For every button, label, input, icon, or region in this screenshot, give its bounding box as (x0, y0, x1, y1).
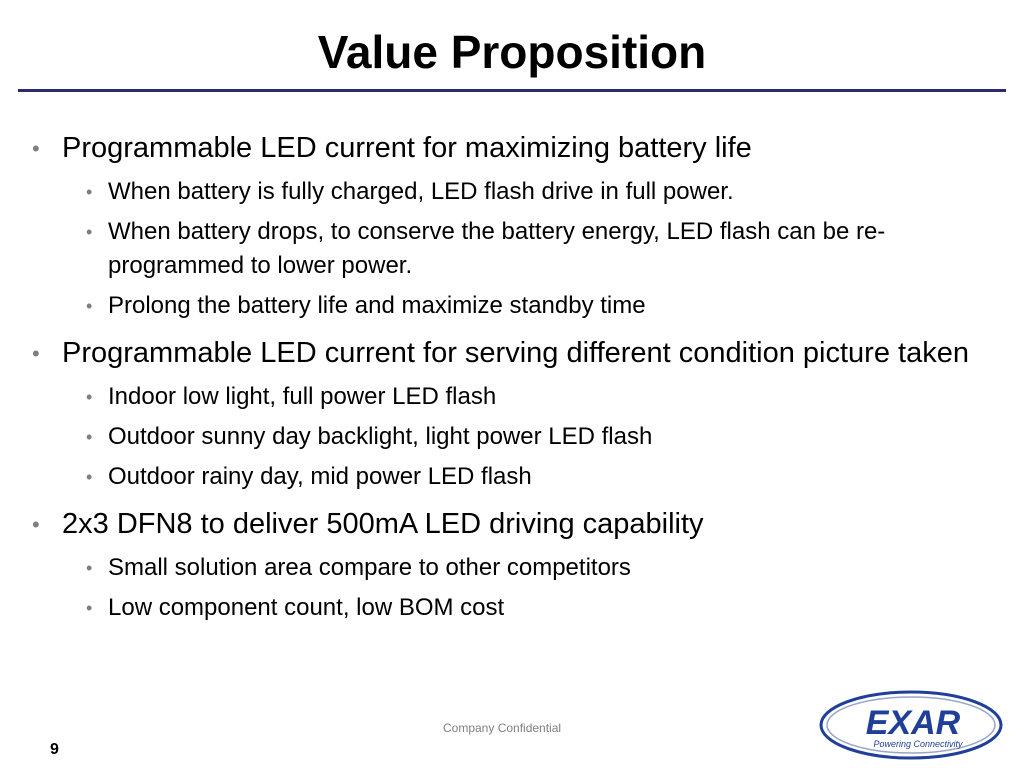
bullet-level2 (30, 420, 1005, 454)
bullet-level2 (30, 175, 1005, 209)
bullet-text: Low component count, low BOM cost (108, 594, 505, 621)
bullet-text: Outdoor sunny day backlight, light power LED flash (108, 423, 653, 450)
bullet-dot-icon: • (86, 182, 93, 202)
logo-wordmark: EXAR (865, 704, 961, 742)
bullet-dot-icon: • (86, 296, 93, 316)
bullet-text: Programmable LED current for maximizing battery life (62, 132, 752, 164)
bullet-dot-icon: • (32, 512, 40, 537)
bullet-text: When battery is fully charged, LED flash drive in full power. (108, 178, 734, 205)
bullet-text: Indoor low light, full power LED flash (108, 383, 497, 410)
bullet-list (30, 128, 1005, 625)
bullet-level1 (30, 333, 1005, 374)
title-divider (18, 89, 1006, 92)
bullet-dot-icon: • (32, 136, 40, 161)
slide-title: Value Proposition (317, 26, 707, 78)
bullet-dot-icon: • (86, 222, 93, 242)
bullet-dot-icon: • (86, 427, 93, 447)
bullet-level2 (30, 215, 1005, 283)
logo-tagline: Powering Connectivity (873, 739, 963, 749)
bullet-dot-icon: • (32, 341, 40, 366)
footer-confidential: Company Confidential (443, 721, 562, 735)
bullet-level2 (30, 380, 1005, 414)
bullet-text: Small solution area compare to other competitors (108, 554, 631, 581)
bullet-dot-icon: • (86, 598, 93, 618)
bullet-dot-icon: • (86, 467, 93, 487)
bullet-dot-icon: • (86, 558, 93, 578)
bullet-text: 2x3 DFN8 to deliver 500mA LED driving capability (62, 508, 704, 540)
bullet-level2 (30, 551, 1005, 585)
bullet-text: When battery drops, to conserve the battery energy, LED flash can be re-programmed to lower power. (108, 218, 886, 279)
bullet-text: Programmable LED current for serving different condition picture taken (62, 337, 969, 369)
exar-logo (818, 690, 1004, 760)
bullet-text: Outdoor rainy day, mid power LED flash (108, 463, 532, 490)
bullet-level1 (30, 504, 1005, 545)
bullet-level2 (30, 289, 1005, 323)
bullet-level2 (30, 460, 1005, 494)
page-number: 9 (50, 741, 59, 758)
bullet-level1 (30, 128, 1005, 169)
bullet-text: Prolong the battery life and maximize standby time (108, 292, 646, 319)
bullet-level2 (30, 591, 1005, 625)
bullet-dot-icon: • (86, 387, 93, 407)
